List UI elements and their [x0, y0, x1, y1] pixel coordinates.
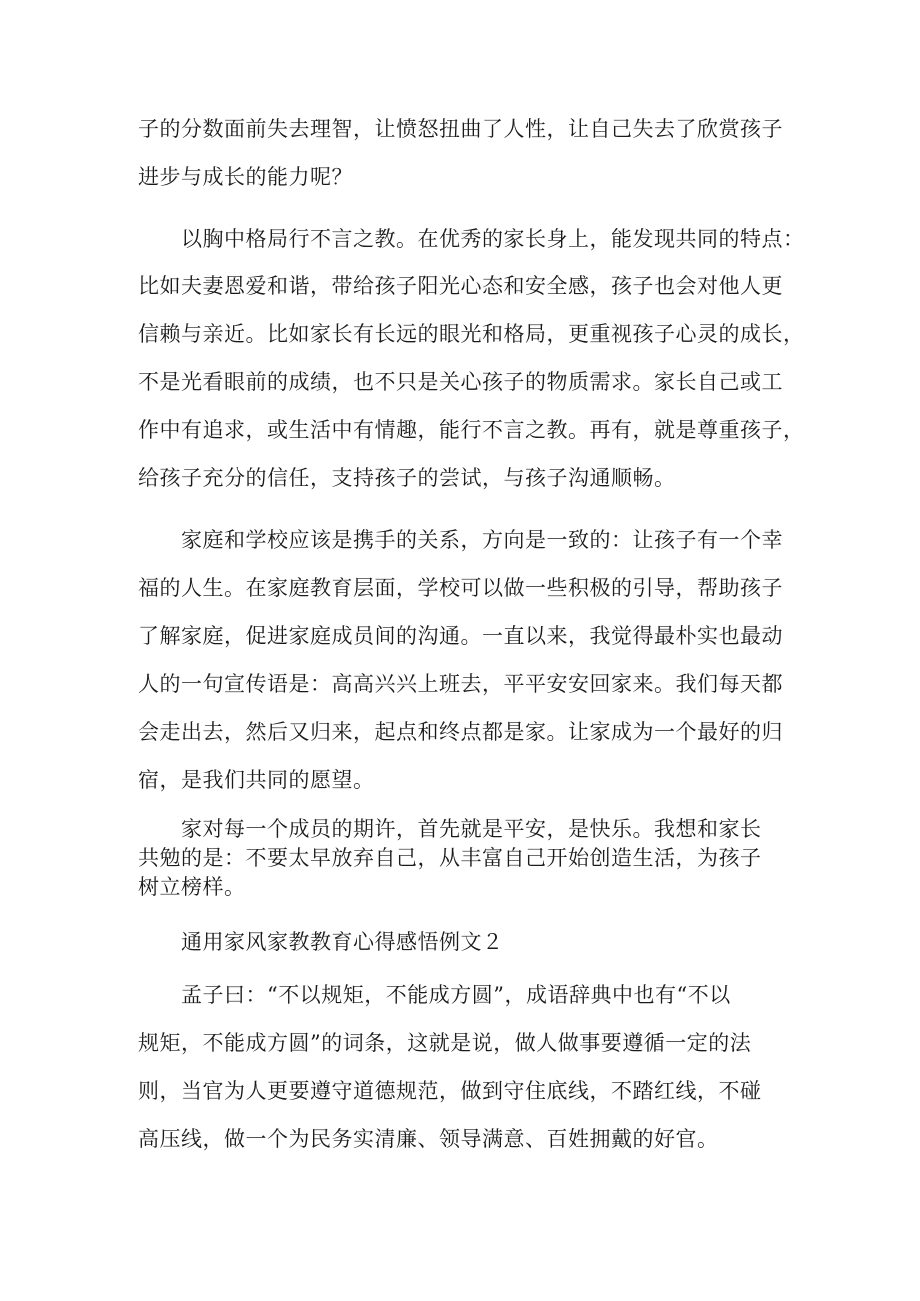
- paragraph-3-line-4: 人的一句宣传语是：高高兴兴上班去，平平安安回家来。我们每天都: [138, 672, 783, 696]
- paragraph-3-line-3: 了解家庭，促进家庭成员间的沟通。一直以来，我觉得最朴实也最动: [138, 624, 783, 648]
- paragraph-5-line-2: 规矩，不能成方圆”的词条，这就是说，做人做事要遵循一定的法: [138, 1031, 752, 1055]
- paragraph-5-line-3: 则，当官为人更要遵守道德规范，做到守住底线，不踏红线，不碰: [138, 1079, 762, 1103]
- paragraph-4-line-1: 家对每一个成员的期许，首先就是平安，是快乐。我想和家长: [138, 817, 762, 841]
- paragraph-3-line-1: 家庭和学校应该是携手的关系，方向是一致的：让孩子有一个幸: [138, 528, 783, 552]
- paragraph-4-line-3: 树立榜样。: [138, 875, 246, 899]
- paragraph-2-line-3: 信赖与亲近。比如家长有长远的眼光和格局，更重视孩子心灵的成长，: [138, 322, 805, 346]
- section-heading: 通用家风家教教育心得感悟例文２: [138, 930, 504, 954]
- paragraph-5-line-4: 高压线，做一个为民务实清廉、领导满意、百姓拥戴的好官。: [138, 1127, 719, 1151]
- paragraph-3-line-6: 宿，是我们共同的愿望。: [138, 768, 375, 792]
- paragraph-2-line-6: 给孩子充分的信任，支持孩子的尝试，与孩子沟通顺畅。: [138, 466, 676, 490]
- paragraph-1-line-2: 进步与成长的能力呢？: [138, 165, 353, 189]
- paragraph-2-line-2: 比如夫妻恩爱和谐，带给孩子阳光心态和安全感，孩子也会对他人更: [138, 274, 783, 298]
- paragraph-2-line-1: 以胸中格局行不言之教。在优秀的家长身上，能发现共同的特点：: [138, 227, 805, 251]
- paragraph-4-line-2: 共勉的是：不要太早放弃自己，从丰富自己开始创造生活，为孩子: [138, 846, 762, 870]
- paragraph-5-line-1: 孟子曰：“不以规矩，不能成方圆”，成语辞典中也有“不以: [138, 983, 731, 1007]
- paragraph-2-line-5: 作中有追求，或生活中有情趣，能行不言之教。再有，就是尊重孩子，: [138, 418, 805, 442]
- paragraph-1-line-1: 子的分数面前失去理智，让愤怒扭曲了人性，让自己失去了欣赏孩子: [138, 117, 783, 141]
- paragraph-2-line-4: 不是光看眼前的成绩，也不只是关心孩子的物质需求。家长自己或工: [138, 370, 783, 394]
- paragraph-3-line-5: 会走出去，然后又归来，起点和终点都是家。让家成为一个最好的归: [138, 720, 783, 744]
- paragraph-3-line-2: 福的人生。在家庭教育层面，学校可以做一些积极的引导，帮助孩子: [138, 576, 783, 600]
